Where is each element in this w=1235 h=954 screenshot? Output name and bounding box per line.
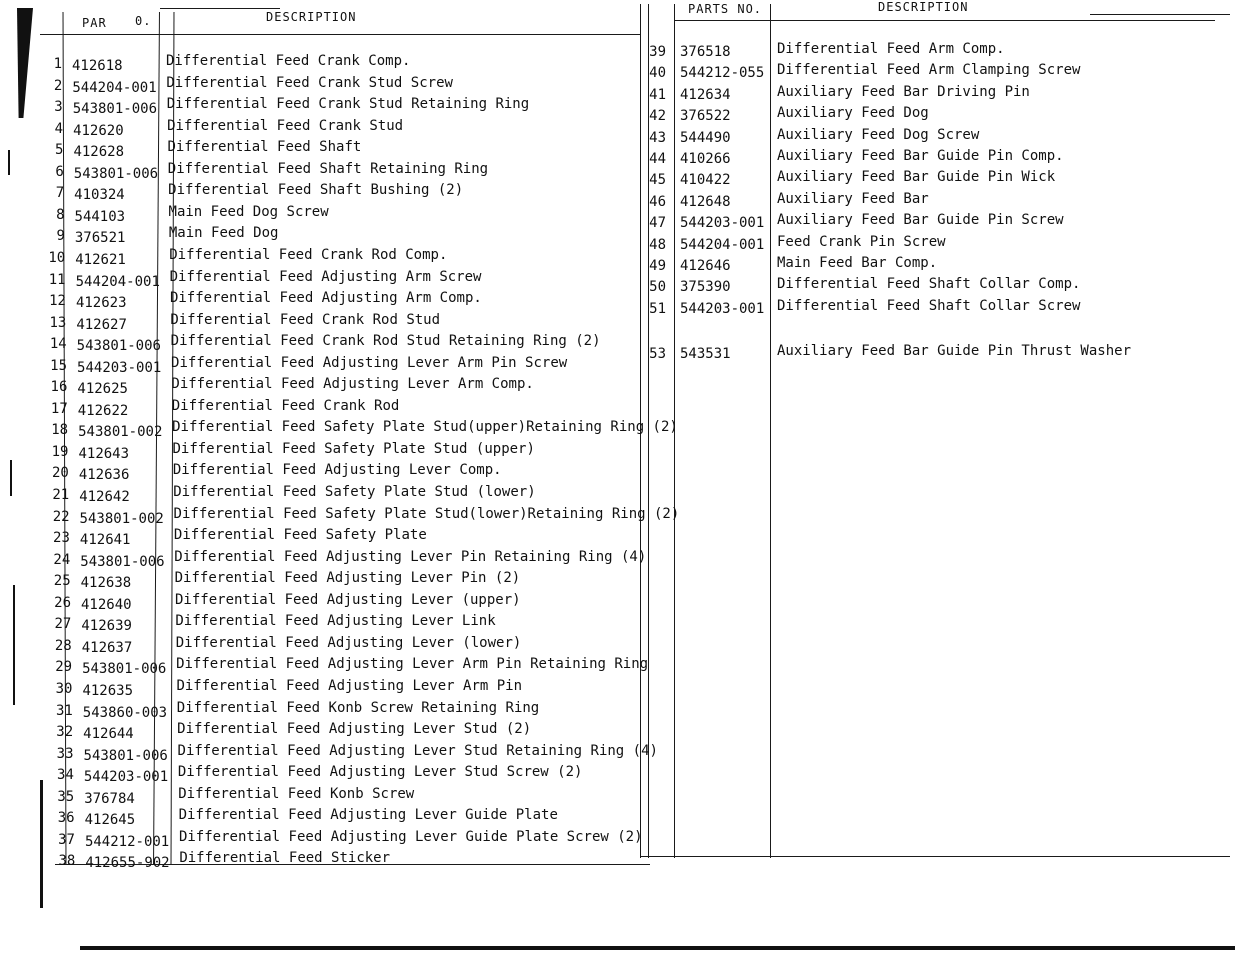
part-description: Differential Feed Crank Comp.: [166, 53, 411, 69]
part-description: Differential Feed Adjusting Lever Link: [175, 613, 496, 630]
row-number: 6: [55, 163, 64, 180]
row-number: 39: [649, 44, 666, 60]
row-number: 43: [649, 129, 666, 146]
part-description: Differential Feed Adjusting Lever Pin Retaining Ring (4): [174, 548, 647, 565]
row-number: 44: [649, 151, 666, 167]
row-number: 5: [55, 142, 64, 159]
row-number: 45: [649, 172, 666, 189]
row-number: 9: [56, 228, 65, 245]
scan-edge-mark: [10, 460, 12, 496]
part-description: Differential Feed Konb Screw Retaining Ring: [176, 699, 540, 716]
part-description: Differential Feed Shaft Retaining Ring: [167, 160, 489, 177]
part-description: Feed Crank Pin Screw: [777, 233, 946, 250]
part-description: Differential Feed Crank Stud Screw: [166, 74, 453, 91]
part-number: 412642: [79, 489, 130, 505]
row-number: 34: [57, 767, 74, 784]
part-number: 543801-006: [80, 553, 165, 570]
row-number: 53: [649, 346, 666, 362]
row-number: 4: [54, 120, 64, 137]
part-description: Differential Feed Adjusting Lever Guide Plate: [178, 807, 558, 824]
part-number: 412644: [83, 726, 134, 743]
part-number: 544203-001: [83, 769, 169, 786]
row-number: 33: [56, 745, 74, 762]
part-description: Differential Feed Crank Rod Stud Retaining Ring (2): [170, 333, 601, 350]
row-number: 14: [49, 336, 67, 353]
right-top-rule: [1090, 14, 1230, 15]
part-number: 412637: [81, 639, 133, 656]
part-description: Differential Feed Crank Stud Retaining Ring: [166, 96, 530, 113]
right-bottom-rule: [640, 856, 1230, 857]
part-description: Differential Feed Adjusting Lever Stud (2): [177, 721, 532, 738]
part-number: 412621: [75, 251, 126, 268]
part-number: 544490: [680, 129, 731, 146]
part-number: 412623: [75, 295, 127, 312]
row-number: 31: [55, 702, 73, 719]
part-description: Differential Feed Crank Rod Comp.: [169, 246, 448, 263]
part-description: Differential Feed Safety Plate Stud(lower)Retaining Ring (2): [173, 505, 680, 522]
part-description: Differential Feed Safety Plate Stud (lower): [173, 484, 536, 500]
scan-edge-mark: [40, 780, 43, 908]
part-number: 543801-006: [82, 661, 167, 678]
part-description: Differential Feed Shaft Collar Comp.: [777, 276, 1081, 293]
part-number: 544204-001: [75, 273, 160, 290]
row-number: 25: [53, 573, 71, 590]
scan-edge-mark: [13, 585, 15, 705]
part-number: 412636: [78, 467, 130, 484]
part-number: 410266: [680, 151, 731, 167]
right-header-rule: [675, 20, 1215, 21]
part-number: 412628: [73, 144, 125, 161]
part-number: 543531: [680, 346, 731, 362]
row-number: 10: [48, 249, 66, 266]
part-description: Auxiliary Feed Dog: [777, 105, 929, 122]
header-parts-no: PARTS NO.: [688, 2, 763, 16]
row-number: 1: [53, 56, 62, 72]
row-number: 42: [649, 108, 666, 125]
row-number: 19: [51, 443, 69, 460]
part-number: 412639: [81, 618, 132, 635]
part-number: 376784: [84, 790, 135, 807]
part-description: Main Feed Dog: [168, 225, 279, 242]
part-number: 543801-002: [79, 510, 164, 527]
row-number: 22: [52, 508, 70, 525]
part-number: 543801-006: [73, 165, 159, 182]
part-description: Differential Feed Adjusting Lever Comp.: [172, 462, 502, 479]
row-number: 38: [58, 853, 76, 870]
part-description: Differential Feed Sticker: [179, 850, 391, 867]
row-number: 17: [50, 400, 68, 417]
part-description: Auxiliary Feed Bar Guide Pin Comp.: [777, 148, 1064, 164]
part-number: 544203-001: [77, 359, 162, 376]
part-number: 412655-902: [85, 855, 170, 872]
part-number: 376518: [680, 44, 731, 60]
part-description: Differential Feed Safety Plate Stud (upper): [172, 440, 535, 457]
part-number: 412627: [76, 316, 127, 333]
row-number: 13: [49, 314, 67, 331]
part-description: Differential Feed Safety Plate: [173, 527, 427, 544]
row-number: 46: [649, 193, 666, 210]
part-description: Differential Feed Crank Stud: [167, 117, 404, 134]
part-number: 544203-001: [680, 300, 765, 317]
part-description: Differential Feed Adjusting Lever Arm Comp.: [171, 376, 534, 393]
part-description: Main Feed Dog Screw: [168, 203, 329, 220]
part-description: Auxiliary Feed Bar Guide Pin Screw: [777, 212, 1064, 229]
row-number: 41: [649, 86, 666, 103]
row-number: 21: [52, 487, 70, 503]
row-number: 8: [56, 206, 65, 223]
part-description: Differential Feed Adjusting Arm Comp.: [169, 290, 482, 307]
part-description: Differential Feed Adjusting Lever Arm Pin Screw: [171, 354, 568, 371]
part-description: Differential Feed Shaft Bushing (2): [168, 182, 464, 199]
row-number: 3: [54, 99, 63, 116]
part-number: 376521: [74, 230, 126, 247]
left-top-rule: [160, 8, 280, 9]
part-number: 412634: [680, 86, 731, 103]
part-description: Main Feed Bar Comp.: [777, 255, 938, 271]
part-description: Differential Feed Adjusting Lever Pin (2): [174, 570, 521, 587]
part-number: 543860-003: [82, 704, 168, 721]
part-number: 412625: [77, 381, 128, 398]
part-number: 543801-006: [72, 101, 158, 118]
part-description: Differential Feed Adjusting Arm Screw: [169, 268, 482, 285]
part-number: 412646: [680, 258, 731, 274]
row-number: 2: [53, 77, 63, 94]
row-number: 40: [649, 65, 666, 82]
row-number: 24: [53, 551, 71, 568]
part-description: Differential Feed Adjusting Lever Arm Pin: [176, 677, 523, 694]
right-col-divider-4: [770, 4, 771, 858]
part-description: Differential Feed Crank Rod Stud: [170, 311, 441, 328]
part-number: 412622: [77, 402, 129, 419]
row-number: 29: [55, 659, 73, 676]
part-number: 544204-001: [680, 236, 765, 253]
part-number: 543801-002: [78, 424, 163, 441]
row-number: 36: [57, 810, 75, 827]
part-description: Auxiliary Feed Dog Screw: [777, 126, 980, 143]
part-number: 412620: [73, 122, 124, 139]
part-number: 544212-001: [84, 833, 170, 850]
row-number: 37: [58, 831, 75, 848]
header-par: PAR: [82, 16, 107, 30]
part-number: 412641: [79, 532, 131, 549]
row-number: 11: [48, 271, 66, 288]
part-number: 412643: [78, 445, 130, 462]
row-number: 16: [50, 379, 68, 396]
row-number: 20: [51, 465, 69, 482]
row-number: 35: [57, 788, 75, 805]
row-number: 48: [649, 236, 666, 253]
scan-edge-mark: [80, 946, 1235, 950]
scan-edge-mark: [17, 8, 33, 118]
part-description: Differential Feed Adjusting Lever Stud Screw (2): [177, 764, 583, 781]
row-number: 30: [55, 680, 73, 697]
row-number: 32: [56, 724, 74, 741]
part-number: 543801-006: [76, 338, 161, 355]
part-description: Differential Feed Adjusting Lever Guide Plate Screw (2): [178, 828, 643, 845]
part-description: Differential Feed Arm Clamping Screw: [777, 62, 1081, 79]
part-number: 412618: [72, 58, 123, 74]
header-description-left: DESCRIPTION: [266, 10, 357, 24]
part-number: 376522: [680, 108, 731, 125]
row-number: 28: [54, 637, 72, 654]
part-description: Differential Feed Adjusting Lever (lower): [175, 634, 522, 651]
row-number: 15: [50, 357, 68, 374]
part-description: Differential Feed Adjusting Lever (upper): [175, 591, 521, 608]
part-number: 412648: [680, 193, 731, 210]
row-number: 7: [55, 185, 65, 202]
part-description: Differential Feed Adjusting Lever Stud Retaining Ring (4): [177, 742, 658, 759]
row-number: 49: [649, 258, 666, 274]
row-number: 12: [49, 293, 66, 310]
part-number: 412635: [82, 682, 134, 699]
part-number: 544204-001: [72, 79, 157, 96]
part-description: Differential Feed Adjusting Lever Arm Pin Retaining Ring: [176, 656, 649, 673]
part-number: 410422: [680, 172, 731, 189]
header-description-right: DESCRIPTION: [878, 0, 969, 14]
part-description: Auxiliary Feed Bar Driving Pin: [777, 83, 1030, 100]
part-number: 412638: [80, 575, 132, 592]
part-number: 410324: [74, 187, 125, 204]
part-description: Differential Feed Shaft: [167, 139, 362, 156]
row-number: 47: [649, 215, 666, 232]
part-number: 375390: [680, 279, 731, 296]
left-header-rule: [40, 34, 640, 35]
row-number: 51: [649, 300, 666, 317]
part-number: 412640: [81, 596, 132, 613]
part-number: 544103: [74, 208, 126, 225]
part-description: Auxiliary Feed Bar: [777, 190, 929, 207]
part-description: Differential Feed Safety Plate Stud(upper)Retaining Ring (2): [172, 419, 678, 436]
part-description: Differential Feed Konb Screw: [178, 785, 415, 802]
part-description: Auxiliary Feed Bar Guide Pin Thrust Washer: [777, 343, 1132, 359]
row-number: 18: [51, 422, 69, 439]
part-description: Auxiliary Feed Bar Guide Pin Wick: [777, 169, 1056, 186]
part-description: Differential Feed Shaft Collar Screw: [777, 297, 1081, 314]
row-number: 50: [649, 279, 666, 296]
part-number: 544203-001: [680, 215, 765, 232]
part-description: Differential Feed Crank Rod: [171, 397, 400, 414]
part-number: 543801-006: [83, 747, 168, 764]
part-number: 412645: [84, 812, 136, 829]
row-number: 23: [53, 530, 70, 547]
scan-edge-mark: [8, 150, 10, 175]
header-no: 0.: [135, 14, 152, 28]
row-number: 26: [54, 594, 71, 611]
row-number: 27: [54, 616, 72, 633]
part-number: 544212-055: [680, 65, 765, 82]
part-description: Differential Feed Arm Comp.: [777, 41, 1005, 57]
